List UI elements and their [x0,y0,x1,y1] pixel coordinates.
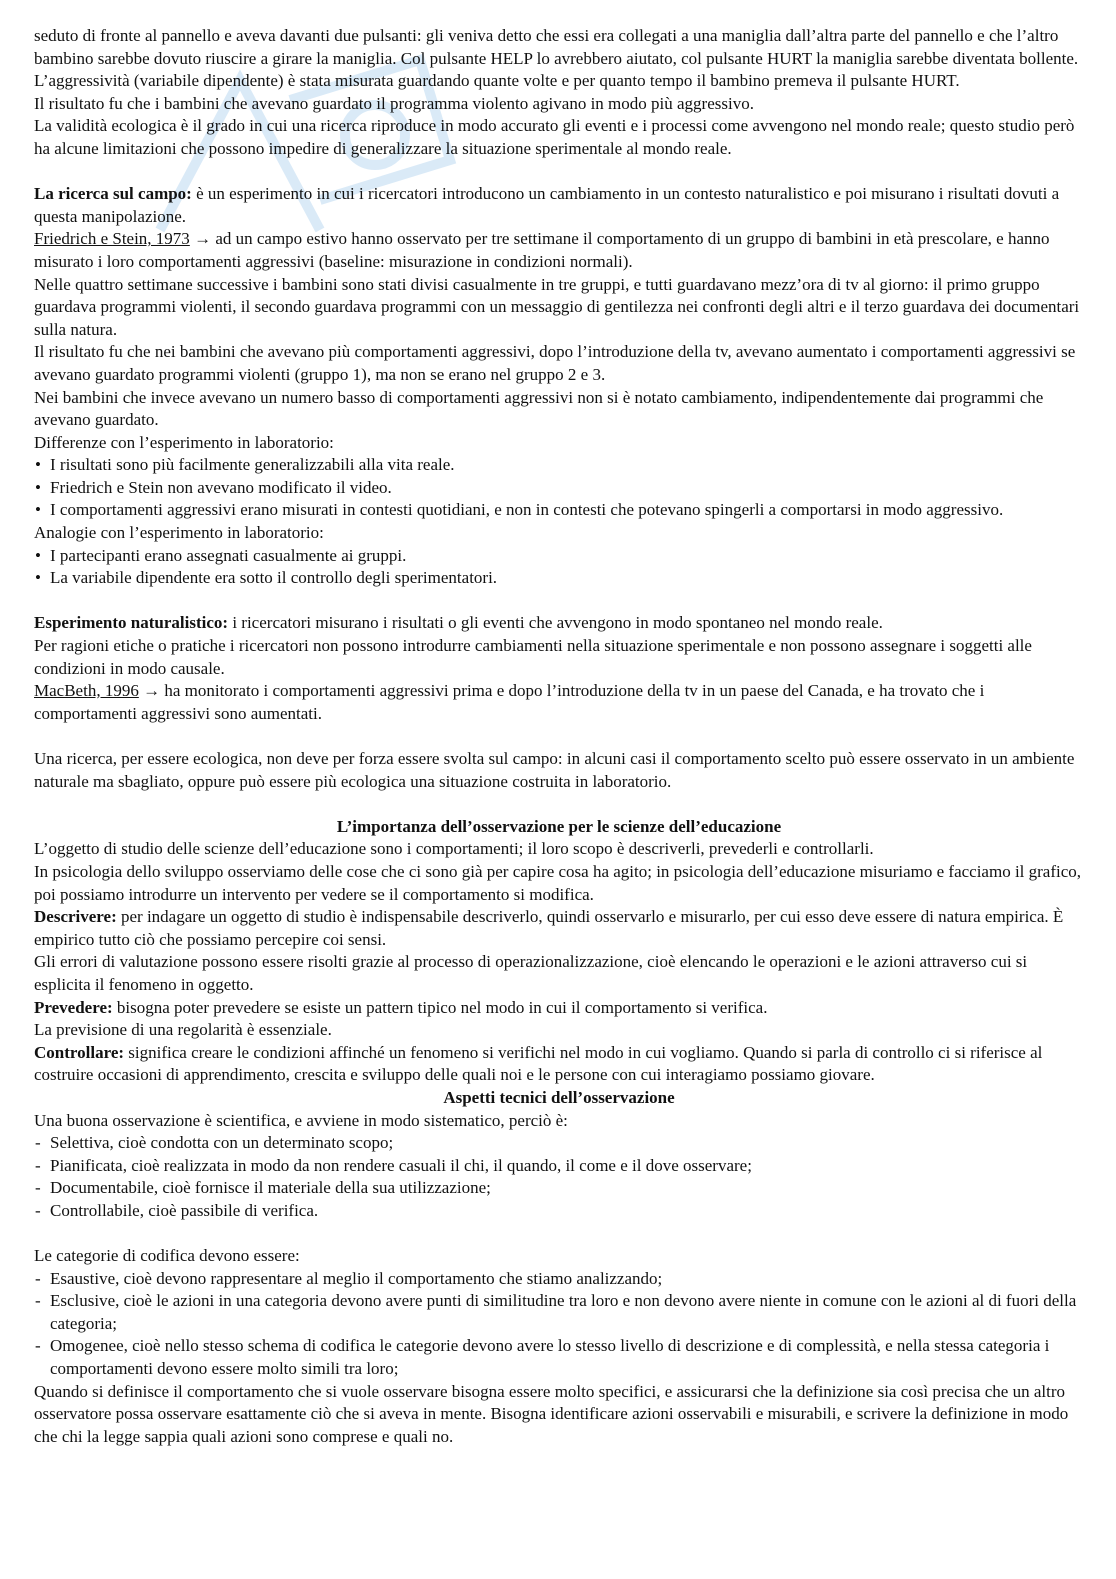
describe-paragraph [34,906,1084,951]
macbeth-text: → ha monitorato i comportamenti aggressivi prima e dopo l’introduzione della tv in un paese del Canada, e ha trovato che i comportamenti aggressivi sono aumentati. [34,681,985,723]
natural-experiment-definition [34,612,1084,635]
list-item: • La variabile dipendente era sotto il controllo degli sperimentatori. [34,567,1084,590]
macbeth-citation: MacBeth, 1996 [34,681,139,701]
control-term: Controllare: [34,1042,125,1062]
categories-intro: Le categorie di codifica devono essere: [34,1246,300,1266]
categories-list [34,1268,1084,1381]
predict-paragraph [34,997,1084,1020]
natural-experiment-definition-text: i ricercatori misurano i risultati o gli eventi che avvengono in modo spontaneo nel mondo reale. [228,613,883,633]
observation-qualities-list [34,1132,1084,1222]
field-research-low-aggression: Nei bambini che invece avevano un numero basso di comportamenti aggressivi non si è notato cambiamento, indipendentemente dai programmi che avevano guardato. [34,387,1044,430]
field-research-groups: Nelle quattro settimane successive i bambini sono stati divisi casualmente in tre gruppi, e tutti guardavano mezz’ora di tv al giorno: il primo gruppo guardava programmi violenti, il secondo guardava programmi con un messaggio di gentilezza nei confronti degli altri e il terzo guardava dei documentari sulla natura. [34,274,1080,339]
list-item: • I risultati sono più facilmente generalizzabili alla vita reale. [34,454,1084,477]
analogies-list [34,545,1084,590]
predict-text: bisogna poter prevedere se esiste un pattern tipico nel modo in cui il comportamento si verifica. [112,997,768,1017]
list-item: - Pianificata, cioè realizzata in modo da non rendere casuali il chi, il quando, il come e il dove osservare; [34,1155,1084,1178]
differences-list [34,454,1084,522]
macbeth-paragraph [34,680,1084,725]
list-item: - Omogenee, cioè nello stesso schema di codifica le categorie devono avere lo stesso livello di descrizione e di complessità, e nella stessa categoria i comportamenti devono essere molto simili tra loro; [34,1335,1084,1380]
list-item: • I partecipanti erano assegnati casualmente ai gruppi. [34,545,1084,568]
describe-text: per indagare un oggetto di studio è indispensabile descriverlo, quindi osservarlo e misurarlo, per cui esso deve essere di natura empirica. È empirico tutto ciò che possiamo percepire coi sensi. [34,907,1064,949]
list-item: - Documentabile, cioè fornisce il materiale della sua utilizzazione; [34,1177,1084,1200]
field-research-term: La ricerca sul campo: [34,184,192,204]
errors-paragraph: Gli errori di valutazione possono essere risolti grazie al processo di operazionalizzazione, cioè elencando le operazioni e le azioni attraverso cui si esplicita il fenomeno in oggetto. [34,952,1028,994]
intro-paragraph-1: seduto di fronte al pannello e aveva davanti due pulsanti: gli veniva detto che essi era collegati a una maniglia dall’altra parte del pannello e che l’altro bambino sarebbe dovuto riuscire a girare la maniglia. Col pulsante HELP lo avrebbero aiutato, col pulsante HURT la maniglia sarebbe diventata bollente. L’aggressività (variabile dipendente) è stata misurata guardando quante volte e per quanto tempo il bambino premeva il pulsante HURT. [34,26,1079,91]
friedrich-stein-paragraph [34,228,1084,273]
describe-term: Descrivere: [34,907,117,927]
ecological-note: Una ricerca, per essere ecologica, non deve per forza essere svolta sul campo: in alcuni casi il comportamento scelto può essere osservato in un ambiente naturale ma sbagliato, oppure può essere più ecologica una situazione costruita in laboratorio. [34,749,1075,791]
control-text: significa creare le condizioni affinché un fenomeno si verifichi nel modo in cui vogliamo. Quando si parla di controllo ci si riferisce al costruire occasioni di apprendimento, crescita e sviluppo delle quali noi e le persone con cui interagiamo possiamo giovare. [34,1042,1043,1085]
field-research-result: Il risultato fu che nei bambini che avevano più comportamenti aggressivi, dopo l’introduzione della tv, avevano aumentato i comportamenti aggressivi se avevano guardato programmi violenti (gruppo 1), ma non se erano nel gruppo 2 e 3. [34,342,1076,384]
predict-note: La previsione di una regolarità è essenziale. [34,1020,332,1040]
intro-paragraph-2: Il risultato fu che i bambini che avevano guardato il programma violento agivano in modo più aggressivo. [34,93,754,113]
observation-paragraph-1: L’oggetto di studio delle scienze dell’educazione sono i comportamenti; il loro scopo è descriverli, prevederli e controllarli. [34,839,874,859]
control-paragraph [34,1042,1084,1087]
observation-heading: L’importanza dell’osservazione per le scienze dell’educazione [336,816,782,836]
list-item: - Esclusive, cioè le azioni in una categoria devono avere punti di similitudine tra loro e non devono avere niente in comune con le azioni al di fuori della categoria; [34,1290,1084,1335]
closing-paragraph: Quando si definisce il comportamento che si vuole osservare bisogna essere molto specifici, e assicurarsi che la definizione sia così precisa che un altro osservatore possa osservare esattamente ciò che si aveva in mente. Bisogna identificare azioni osservabili e misurabili, e scrivere la definizione in modo che chi la legge sappia quali azioni sono comprese e quali no. [34,1381,1069,1446]
observation-paragraph-2: In psicologia dello sviluppo osserviamo delle cose che ci sono già per capire cosa ha agito; in psicologia dell’educazione misuriamo e facciamo il grafico, poi possiamo introdurre un intervento per vedere se il comportamento si modifica. [34,861,1082,904]
list-item: - Controllabile, cioè passibile di verifica. [34,1200,1084,1223]
natural-experiment-term: Esperimento naturalistico: [34,613,229,633]
list-item: - Esaustive, cioè devono rappresentare al meglio il comportamento che stiamo analizzando; [34,1268,1084,1291]
differences-title: Differenze con l’esperimento in laboratorio: [34,432,334,452]
analogies-title: Analogie con l’esperimento in laboratorio: [34,523,324,543]
field-research-definition [34,183,1084,228]
intro-paragraph-3: La validità ecologica è il grado in cui una ricerca riproduce in modo accurato gli eventi e i processi come avvengono nel mondo reale; questo studio però ha alcune limitazioni che possono impedire di generalizzare la situazione sperimentale al mondo reale. [34,116,1075,158]
technical-heading: Aspetti tecnici dell’osservazione [443,1087,675,1107]
friedrich-stein-text: → ad un campo estivo hanno osservato per tre settimane il comportamento di un gruppo di bambini in età prescolare, e hanno misurato i loro comportamenti aggressivi (baseline: misurazione in condizioni normali). [34,229,1050,271]
predict-term: Prevedere: [34,997,113,1017]
friedrich-stein-citation: Friedrich e Stein, 1973 [34,229,190,249]
list-item: - Selettiva, cioè condotta con un determinato scopo; [34,1132,1084,1155]
document-page [34,25,1084,1448]
list-item: • Friedrich e Stein non avevano modificato il video. [34,477,1084,500]
technical-intro: Una buona osservazione è scientifica, e avviene in modo sistematico, perciò è: [34,1110,568,1130]
list-item: • I comportamenti aggressivi erano misurati in contesti quotidiani, e non in contesti che potevano spingerli a comportarsi in modo aggressivo. [34,499,1084,522]
natural-experiment-paragraph-2: Per ragioni etiche o pratiche i ricercatori non possono introdurre cambiamenti nella situazione sperimentale e non possono assegnare i soggetti alle condizioni in modo causale. [34,636,1032,678]
field-research-definition-text: è un esperimento in cui i ricercatori introducono un cambiamento in un contesto naturalistico e poi misurano i risultati dovuti a questa manipolazione. [34,184,1060,226]
